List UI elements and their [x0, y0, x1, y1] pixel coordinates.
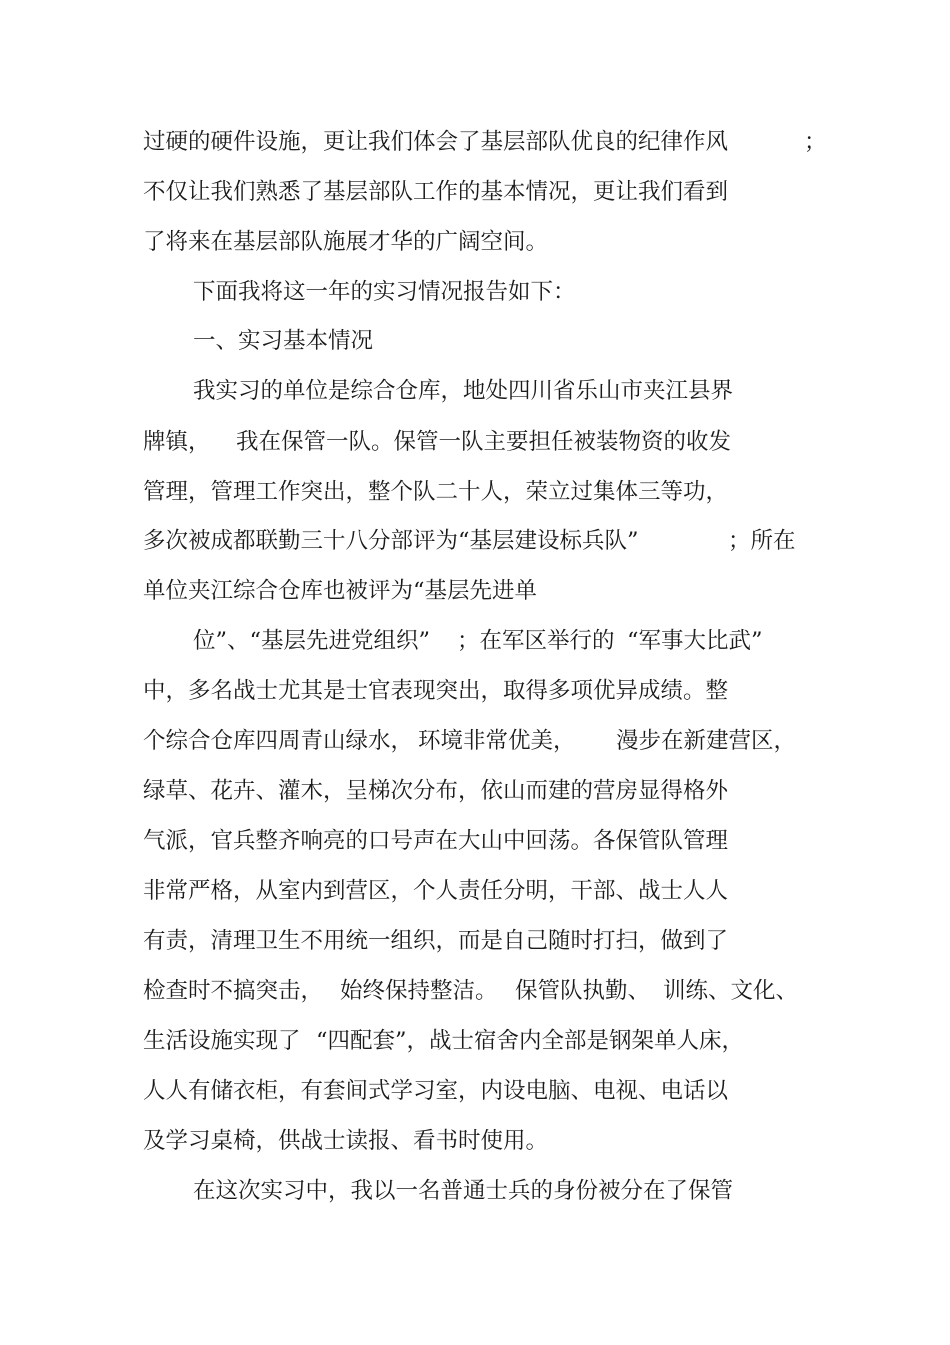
text-line: 绿草、花卉、灌木，呈梯次分布，依山而建的营房显得格外 [143, 778, 729, 804]
text-line: 单位夹江综合仓库也被评为“基层先进单 [143, 578, 538, 604]
text-line: ； [804, 129, 827, 155]
text-line: 检查时不搞突击， [143, 978, 324, 1004]
text-line: 过硬的硬件设施，更让我们体会了基层部队优良的纪律作风 [143, 129, 729, 155]
text-line: 我实习的单位是综合仓库，地处四川省乐山市夹江县界 [193, 378, 734, 404]
text-line: 人人有储衣柜，有套间式学习室，内设电脑、电视、电话以 [143, 1078, 729, 1104]
text-line: 管理，管理工作突出，整个队二十人，荣立过集体三等功， [143, 479, 729, 505]
text-line: 不仅让我们熟悉了基层部队工作的基本情况，更让我们看到 [143, 179, 729, 205]
text-line: 下面我将这一年的实习情况报告如下： [193, 279, 576, 305]
text-line: 牌镇， [143, 429, 211, 455]
text-line: 环境非常优美， [418, 728, 576, 754]
text-line: 训练、文化、 [663, 978, 799, 1004]
text-line: 个综合仓库四周青山绿水， [143, 728, 414, 754]
text-line: ；所在 [728, 528, 796, 554]
text-line: “四配套”，战士宿舍内全部是钢架单人床， [316, 1028, 745, 1054]
text-line: 在这次实习中，我以一名普通士兵的身份被分在了保管 [193, 1178, 734, 1204]
text-line: 始终保持整洁。 [340, 978, 498, 1004]
section-heading: 一、实习基本情况 [193, 328, 374, 354]
text-line: 及学习桌椅，供战士读报、看书时使用。 [143, 1128, 549, 1154]
text-line: 气派，官兵整齐响亮的口号声在大山中回荡。各保管队管理 [143, 828, 729, 854]
text-line: 我在保管一队。保管一队主要担任被装物资的收发 [236, 429, 732, 455]
text-line: 多次被成都联勤三十八分部评为“基层建设标兵队” [143, 528, 639, 554]
text-line: 保管队执勤、 [515, 978, 651, 1004]
text-line: 生活设施实现了 [143, 1028, 301, 1054]
text-line: 位”、“基层先进党组织” [193, 628, 431, 654]
text-line: 非常严格，从室内到营区，个人责任分明，干部、战士人人 [143, 878, 729, 904]
text-line: “军事大比武” [627, 628, 763, 654]
text-line: 有责，清理卫生不用统一组织，而是自己随时打扫，做到了 [143, 928, 729, 954]
text-line: 中，多名战士尤其是士官表现突出，取得多项优异成绩。整 [143, 678, 729, 704]
text-line: 漫步在新建营区， [616, 728, 797, 754]
text-line: ；在军区举行的 [457, 628, 615, 654]
text-line: 了将来在基层部队施展才华的广阔空间。 [143, 229, 549, 255]
